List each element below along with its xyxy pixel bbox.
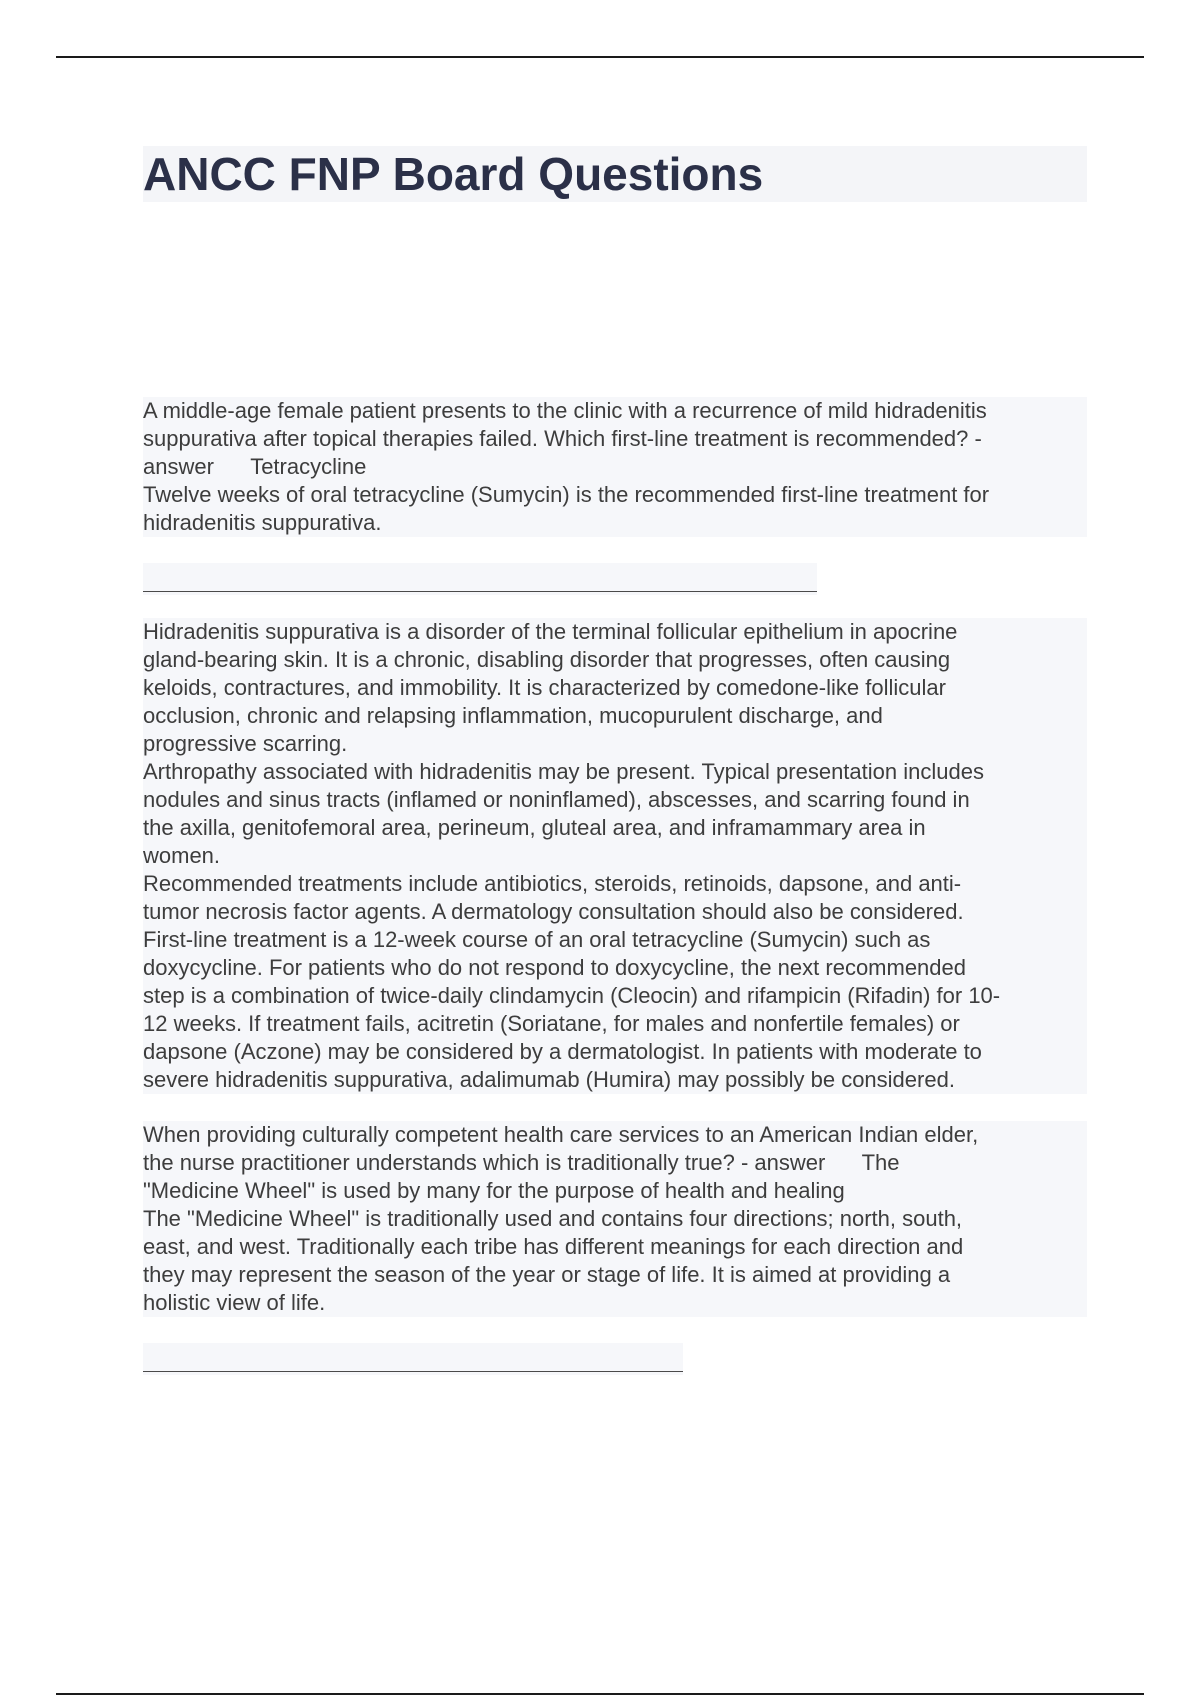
question-1-line: Twelve weeks of oral tetracycline (Sumycin) is the recommended first-line treatment for — [143, 482, 990, 507]
question-2-line: they may represent the season of the year or stage of life. It is aimed at providing a — [143, 1262, 951, 1287]
explanation-line: Arthropathy associated with hidradenitis may be present. Typical presentation includes — [143, 759, 984, 784]
separator-1-text — [143, 565, 779, 590]
separator-2-line — [143, 1371, 683, 1372]
page-title: ANCC FNP Board Questions — [143, 146, 1087, 202]
question-1 — [143, 397, 1087, 537]
explanation-line: severe hidradenitis suppurativa, adalimumab (Humira) may possibly be considered. — [143, 1067, 955, 1092]
separator-1-line — [143, 591, 817, 592]
separator-1 — [143, 563, 817, 595]
explanation-line: Recommended treatments include antibiotics, steroids, retinoids, dapsone, and anti- — [143, 871, 962, 896]
question-1-line: hidradenitis suppurativa. — [143, 510, 382, 535]
question-2-line: When providing culturally competent health care services to an American Indian elder, — [143, 1122, 979, 1147]
explanation-line: dapsone (Aczone) may be considered by a dermatologist. In patients with moderate to — [143, 1039, 982, 1064]
question-2 — [143, 1121, 1087, 1317]
separator-2 — [143, 1343, 683, 1375]
top-rule — [56, 56, 1144, 58]
explanation-line: progressive scarring. — [143, 731, 348, 756]
explanation-line: doxycycline. For patients who do not respond to doxycycline, the next recommended — [143, 955, 967, 980]
question-2-answer-line: "Medicine Wheel" is used by many for the purpose of health and healing — [143, 1178, 845, 1203]
question-2-line: holistic view of life. — [143, 1290, 326, 1315]
explanation-line: First-line treatment is a 12-week course of an oral tetracycline (Sumycin) such as — [143, 927, 931, 952]
explanation-line: Hidradenitis suppurativa is a disorder of the terminal follicular epithelium in apocrine — [143, 619, 958, 644]
question-2-answer-line: the nurse practitioner understands which is traditionally true? - answer The — [143, 1150, 900, 1175]
explanation-line: 12 weeks. If treatment fails, acitretin (Soriatane, for males and nonfertile females) or — [143, 1011, 960, 1036]
explanation-line: step is a combination of twice-daily clindamycin (Cleocin) and rifampicin (Rifadin) for 10- — [143, 983, 1001, 1008]
explanation-line: nodules and sinus tracts (inflamed or noninflamed), abscesses, and scarring found in — [143, 787, 970, 812]
question-1-line: A middle-age female patient presents to the clinic with a recurrence of mild hidradenitis — [143, 398, 987, 423]
explanation-line: tumor necrosis factor agents. A dermatology consultation should also be considered. — [143, 899, 964, 924]
explanation-line: keloids, contractures, and immobility. It is characterized by comedone-like follicular — [143, 675, 946, 700]
explanation — [143, 618, 1087, 1094]
explanation-line: gland-bearing skin. It is a chronic, disabling disorder that progresses, often causing — [143, 647, 951, 672]
explanation-line: women. — [143, 843, 221, 868]
question-1-answer-line: answer Tetracycline — [143, 454, 367, 479]
question-1-line: suppurativa after topical therapies failed. Which first-line treatment is recommended? - — [143, 426, 982, 451]
separator-2-text — [143, 1345, 645, 1370]
question-2-line: east, and west. Traditionally each tribe has different meanings for each direction and — [143, 1234, 964, 1259]
bottom-rule — [56, 1693, 1144, 1695]
explanation-line: the axilla, genitofemoral area, perineum, gluteal area, and inframammary area in — [143, 815, 926, 840]
question-2-line: The "Medicine Wheel" is traditionally used and contains four directions; north, south, — [143, 1206, 963, 1231]
explanation-line: occlusion, chronic and relapsing inflammation, mucopurulent discharge, and — [143, 703, 883, 728]
